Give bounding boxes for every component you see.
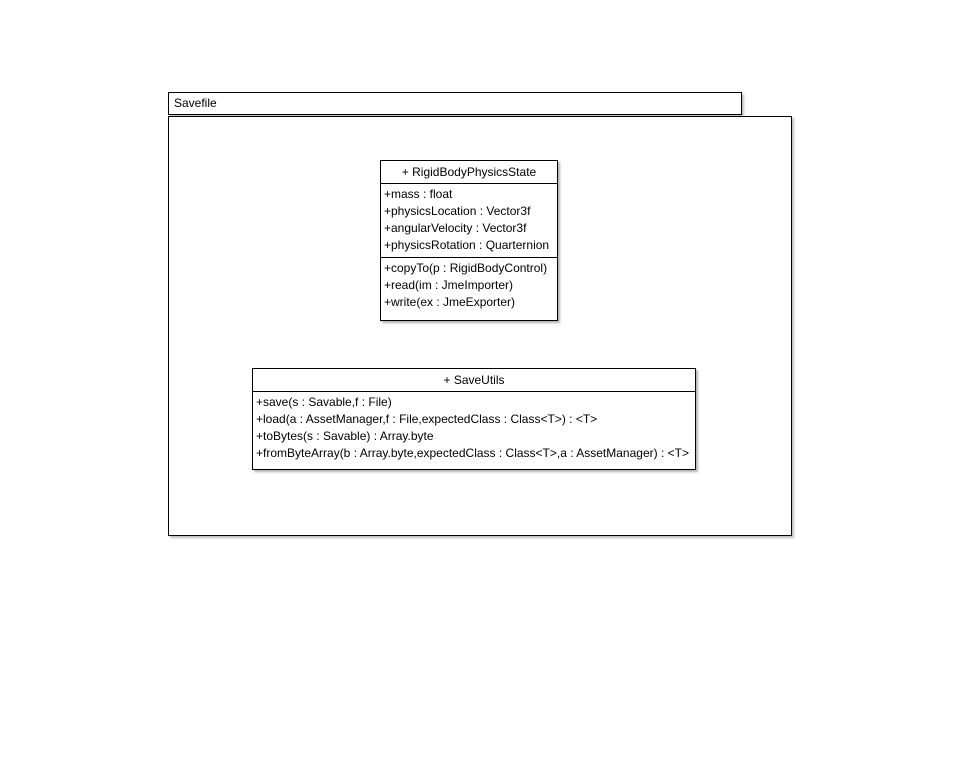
class-name: + SaveUtils xyxy=(253,369,695,392)
class-name: + RigidBodyPhysicsState xyxy=(381,161,557,184)
operation-from-byte-array[interactable]: +fromByteArray(b : Array.byte,expectedClass : Class<T>,a : AssetManager) : <T> xyxy=(256,446,689,460)
operation-copy-to[interactable]: +copyTo(p : RigidBodyControl) xyxy=(384,261,548,275)
operation-write[interactable]: +write(ex : JmeExporter) xyxy=(384,295,516,309)
operation-to-bytes[interactable]: +toBytes(s : Savable) : Array.byte xyxy=(256,429,434,443)
operation-save[interactable]: +save(s : Savable,f : File) xyxy=(256,395,392,409)
operation-read[interactable]: +read(im : JmeImporter) xyxy=(384,278,514,292)
attribute-physics-location[interactable]: +physicsLocation : Vector3f xyxy=(384,204,531,218)
attribute-angular-velocity[interactable]: +angularVelocity : Vector3f xyxy=(384,221,527,235)
attribute-physics-rotation[interactable]: +physicsRotation : Quarternion xyxy=(384,238,550,252)
package-tab[interactable] xyxy=(168,92,742,115)
class-rigid-body-physics-state[interactable] xyxy=(380,160,558,321)
operations-section xyxy=(253,392,695,465)
attribute-mass[interactable]: +mass : float xyxy=(384,187,453,201)
package-name: Savefile xyxy=(174,96,217,110)
class-save-utils[interactable] xyxy=(252,368,696,470)
operation-load[interactable]: +load(a : AssetManager,f : File,expectedClass : Class<T>) : <T> xyxy=(256,412,598,426)
attributes-section xyxy=(381,184,557,257)
operations-section xyxy=(381,257,557,314)
